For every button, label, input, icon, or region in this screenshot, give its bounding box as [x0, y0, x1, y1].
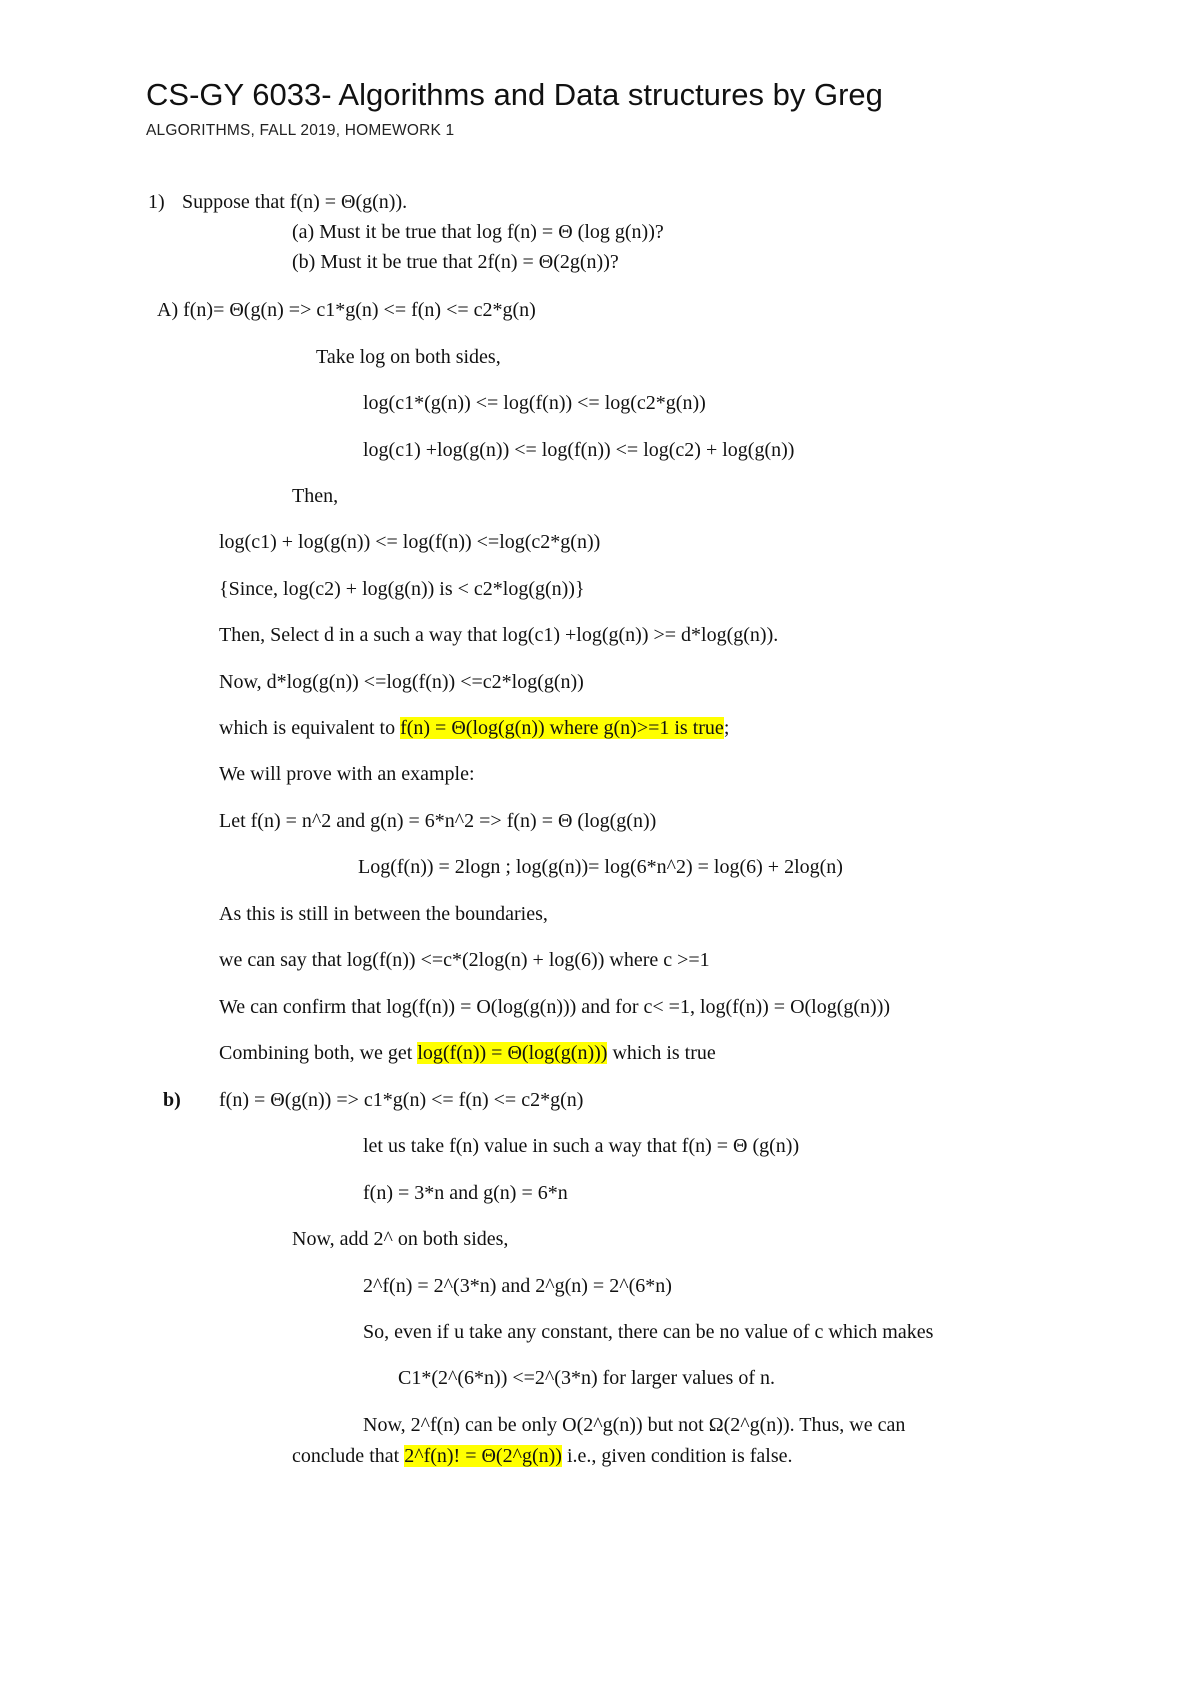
highlighted-conclusion: f(n) = Θ(log(g(n)) where g(n)>=1 is true: [400, 717, 724, 739]
answer-a-line-17-tail: which is true: [607, 1042, 716, 1064]
document-subtitle: ALGORITHMS, FALL 2019, HOMEWORK 1: [146, 122, 455, 139]
answer-a-line-12: Let f(n) = n^2 and g(n) = 6*n^2 => f(n) = Θ (log(g(n)): [219, 810, 657, 832]
answer-b-line-8: Now, 2^f(n) can be only O(2^g(n)) but not Ω(2^g(n)). Thus, we can: [363, 1414, 906, 1436]
answer-a-line-10-text: which is equivalent to: [219, 717, 401, 739]
answer-b-line-6: So, even if u take any constant, there can be no value of c which makes: [363, 1321, 934, 1343]
answer-a-line-3: log(c1*(g(n)) <= log(f(n)) <= log(c2*g(n)): [363, 392, 706, 414]
answer-a-line-8: Then, Select d in a such a way that log(c1) +log(g(n)) >= d*log(g(n)).: [219, 624, 779, 646]
answer-a-line-6: log(c1) + log(g(n)) <= log(f(n)) <=log(c2*g(n)): [219, 531, 601, 553]
answer-a-line-10-tail: ;: [723, 717, 730, 739]
answer-b-line-9: [292, 1444, 792, 1468]
answer-a-line-15: we can say that log(f(n)) <=c*(2log(n) + log(6)) where c >=1: [219, 949, 710, 971]
answer-b-line-9-tail: i.e., given condition is false.: [561, 1445, 793, 1467]
question-number: 1): [148, 191, 165, 213]
answer-a-line-16: We can confirm that log(f(n)) = O(log(g(n))) and for c< =1, log(f(n)) = O(log(g(n))): [219, 996, 891, 1018]
answer-a-line-13: Log(f(n)) = 2logn ; log(g(n))= log(6*n^2) = log(6) + 2log(n): [358, 856, 843, 878]
answer-a-line-17-text: Combining both, we get: [219, 1042, 418, 1064]
answer-b-line-7: C1*(2^(6*n)) <=2^(3*n) for larger values of n.: [398, 1367, 775, 1389]
answer-a-line-2: Take log on both sides,: [316, 346, 501, 368]
answer-b-line-2: let us take f(n) value in such a way that f(n) = Θ (g(n)): [363, 1135, 800, 1157]
answer-b-line-5: 2^f(n) = 2^(3*n) and 2^g(n) = 2^(6*n): [363, 1275, 672, 1297]
answer-a-line-1: A) f(n)= Θ(g(n) => c1*g(n) <= f(n) <= c2*g(n): [157, 299, 536, 321]
answer-a-line-4: log(c1) +log(g(n)) <= log(f(n)) <= log(c2) + log(g(n)): [363, 439, 795, 461]
highlighted-result: log(f(n)) = Θ(log(g(n))): [417, 1042, 608, 1064]
answer-b-line-9-text: conclude that: [292, 1445, 405, 1467]
question-text: Suppose that f(n) = Θ(g(n)).: [182, 191, 408, 213]
answer-a-line-11: We will prove with an example:: [219, 763, 475, 785]
answer-b-label: b): [163, 1089, 181, 1111]
answer-b-line-1: f(n) = Θ(g(n)) => c1*g(n) <= f(n) <= c2*g(n): [219, 1089, 584, 1111]
answer-b-line-4: Now, add 2^ on both sides,: [292, 1228, 509, 1250]
answer-a-line-10: [219, 716, 729, 740]
answer-b-line-3: f(n) = 3*n and g(n) = 6*n: [363, 1182, 568, 1204]
document-title: CS-GY 6033- Algorithms and Data structures by Greg: [146, 77, 883, 112]
answer-a-line-17: [219, 1041, 716, 1065]
answer-a-line-14: As this is still in between the boundaries,: [219, 903, 548, 925]
answer-a-line-7: {Since, log(c2) + log(g(n)) is < c2*log(g(n))}: [219, 578, 585, 600]
answer-a-line-9: Now, d*log(g(n)) <=log(f(n)) <=c2*log(g(n)): [219, 671, 584, 693]
question-part-a: (a) Must it be true that log f(n) = Θ (log g(n))?: [292, 221, 664, 243]
question-part-b: (b) Must it be true that 2f(n) = Θ(2g(n))?: [292, 251, 619, 273]
answer-a-line-5: Then,: [292, 485, 339, 507]
highlighted-conclusion-b: 2^f(n)! = Θ(2^g(n)): [404, 1445, 562, 1467]
